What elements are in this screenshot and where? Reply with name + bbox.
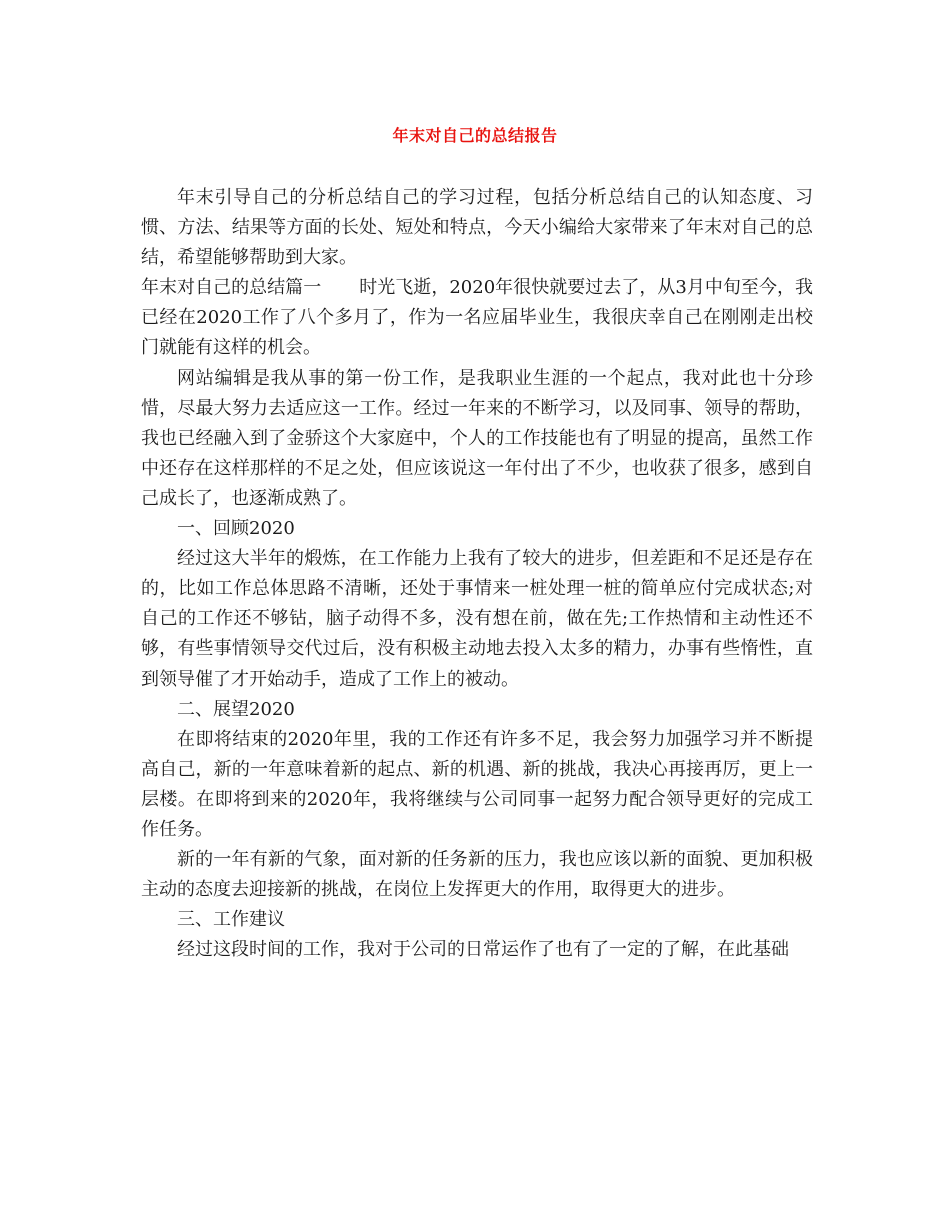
section-one-text: 时光飞逝，2020年很快就要过去了，从3月中旬至今，我已经在2020工作了八个多月了，作为一名应届毕业生，我很庆幸自己在刚刚走出校门就能有这样的机会。 (141, 277, 813, 359)
paragraph-new-year: 新的一年有新的气象，面对新的任务新的压力，我也应该以新的面貌、更加积极主动的态度去迎接新的挑战，在岗位上发挥更大的作用，取得更大的进步。 (141, 849, 813, 901)
document-body (141, 183, 813, 965)
paragraph-review: 经过这大半年的煅炼，在工作能力上我有了较大的进步，但差距和不足还是存在的，比如工作总体思路不清晰，还处于事情来一桩处理一桩的简单应付完成状态;对自己的工作还不够钻，脑子动得不多，没有想在前，做在先;工作热情和主动性还不够，有些事情领导交代过后，没有积极主动地去投入太多的精力，办事有些惰性，直到领导催了才开始动手，造成了工作上的被动。 (141, 548, 813, 690)
paragraph-outlook: 在即将结束的2020年里，我的工作还有许多不足，我会努力加强学习并不断提高自己，新的一年意味着新的起点、新的机遇、新的挑战，我决心再接再厉，更上一层楼。在即将到来的2020年，我将继续与公司同事一起努力配合领导更好的完成工作任务。 (141, 728, 813, 840)
heading-outlook: 二、展望2020 (177, 698, 295, 720)
paragraph-website-editor: 网站编辑是我从事的第一份工作，是我职业生涯的一个起点，我对此也十分珍惜，尽最大努力去适应这一工作。经过一年来的不断学习，以及同事、领导的帮助，我也已经融入到了金骄这个大家庭中，个人的工作技能也有了明显的提高，虽然工作中还存在这样那样的不足之处，但应该说这一年付出了不少，也收获了很多，感到自己成长了，也逐渐成熟了。 (141, 367, 813, 509)
heading-review: 一、回顾2020 (177, 518, 295, 540)
section-one-paragraph (141, 273, 813, 363)
heading-suggestions: 三、工作建议 (177, 909, 285, 931)
section-one-heading: 年末对自己的总结篇一 (141, 277, 322, 299)
intro-paragraph: 年末引导自己的分析总结自己的学习过程，包括分析总结自己的认知态度、习惯、方法、结果等方面的长处、短处和特点，今天小编给大家带来了年末对自己的总结，希望能够帮助到大家。 (141, 187, 813, 269)
paragraph-suggestions: 经过这段时间的工作，我对于公司的日常运作了也有了一定的了解，在此基础 (177, 939, 789, 961)
document-title: 年末对自己的总结报告 (392, 126, 558, 145)
